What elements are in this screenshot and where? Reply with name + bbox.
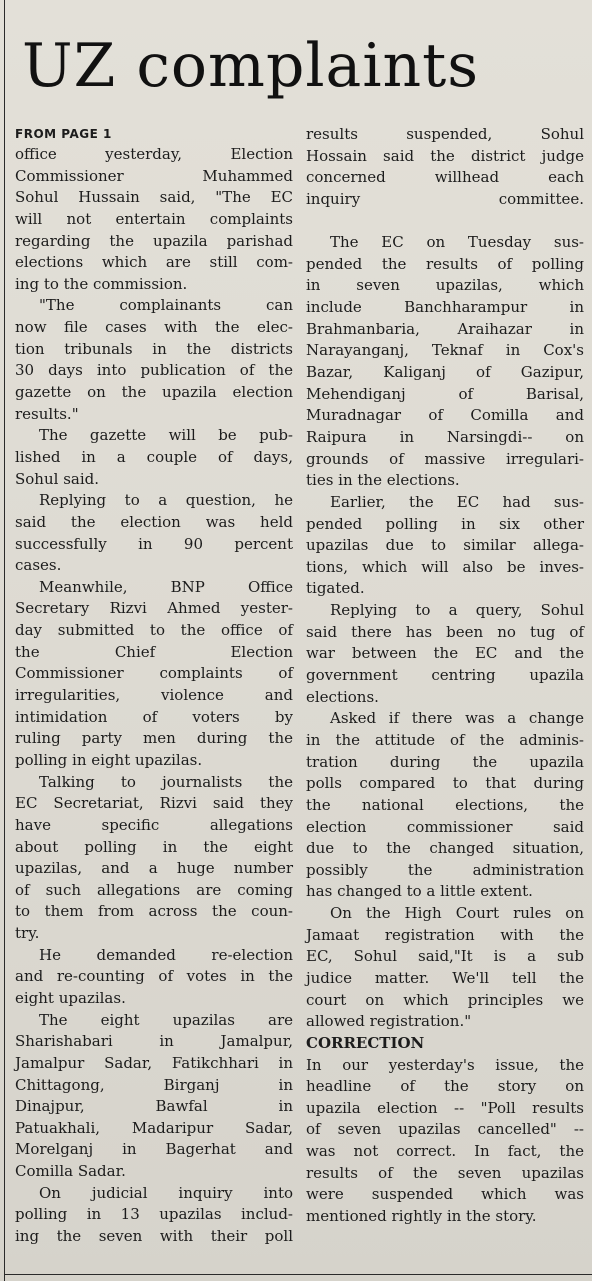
text-line: Comilla Sadar. bbox=[15, 1162, 126, 1181]
text-line: Replying to a question, he bbox=[39, 491, 293, 510]
text-line: the Chief Election bbox=[15, 642, 293, 661]
text-line: court on which principles we bbox=[306, 990, 584, 1009]
text-line: On the High Court rules on bbox=[330, 904, 584, 923]
text-line: headline of the story on bbox=[306, 1077, 584, 1096]
correction-subhead: CORRECTION bbox=[306, 1033, 425, 1052]
text-line: was not correct. In fact, the bbox=[306, 1142, 584, 1161]
text-line: The gazette will be pub- bbox=[39, 426, 293, 445]
text-line: government centring upazila bbox=[306, 666, 584, 685]
text-line: tigated. bbox=[306, 579, 365, 598]
text-line: now file cases with the elec- bbox=[15, 318, 293, 337]
text-line: intimidation of voters by bbox=[15, 707, 293, 726]
text-line: ing the seven with their poll bbox=[15, 1227, 293, 1246]
text-line: the national elections, the bbox=[306, 795, 584, 814]
text-line: "The complainants can bbox=[39, 296, 293, 315]
text-line: Jamaat registration with the bbox=[306, 925, 584, 944]
text-line bbox=[306, 211, 584, 233]
text-line: results suspended, Sohul bbox=[306, 125, 584, 143]
text-line: polling in eight upazilas. bbox=[15, 750, 203, 769]
bottom-rule bbox=[4, 1274, 592, 1275]
article-column-left bbox=[15, 124, 293, 1248]
text-line: upazila election -- "Poll results bbox=[306, 1098, 584, 1117]
text-line: Replying to a query, Sohul bbox=[330, 601, 584, 620]
text-line: successfully in 90 percent bbox=[15, 534, 293, 553]
text-line: possibly the administration bbox=[306, 860, 584, 879]
text-line: Brahmanbaria, Araihazar in bbox=[306, 319, 584, 338]
text-line: Bazar, Kaliganj of Gazipur, bbox=[306, 363, 584, 382]
text-line: judice matter. We'll tell the bbox=[306, 968, 584, 987]
text-line: in seven upazilas, which bbox=[306, 276, 584, 295]
text-line: He demanded re-election bbox=[39, 945, 293, 964]
text-line: ing to the commission. bbox=[15, 274, 188, 293]
text-line: try. bbox=[15, 924, 40, 943]
text-line: war between the EC and the bbox=[306, 644, 584, 663]
text-line: Dinajpur, Bawfal in bbox=[15, 1097, 293, 1116]
text-line: elections which are still com- bbox=[15, 253, 293, 272]
text-line: upazilas, and a huge number bbox=[15, 859, 293, 878]
text-line: will not entertain complaints bbox=[15, 209, 293, 228]
text-line: Sohul Hussain said, "The EC bbox=[15, 188, 293, 207]
text-line: On judicial inquiry into bbox=[39, 1183, 293, 1202]
headline: UZ complaints bbox=[22, 31, 480, 101]
text-line: said there has been no tug of bbox=[306, 622, 584, 641]
text-line: tration during the upazila bbox=[306, 752, 584, 771]
text-line: polling in 13 upazilas includ- bbox=[15, 1205, 293, 1224]
text-line: irregularities, violence and bbox=[15, 686, 293, 705]
text-line: Commissioner complaints of bbox=[15, 664, 293, 683]
text-line: mentioned rightly in the story. bbox=[306, 1207, 537, 1226]
text-line: office yesterday, Election bbox=[15, 145, 293, 163]
text-line: In our yesterday's issue, the bbox=[306, 1055, 584, 1074]
text-line: eight upazilas. bbox=[15, 988, 126, 1007]
text-line: said the election was held bbox=[15, 512, 293, 531]
text-line: Sharishabari in Jamalpur, bbox=[15, 1032, 293, 1051]
text-line: results." bbox=[15, 404, 79, 423]
text-line: of seven upazilas cancelled" -- bbox=[306, 1120, 584, 1139]
text-line: Hossain said the district judge bbox=[306, 146, 584, 165]
text-line: ties in the elections. bbox=[306, 471, 460, 490]
text-line: pended the results of polling bbox=[306, 254, 584, 273]
text-line: regarding the upazila parishad bbox=[15, 231, 293, 250]
text-line: ruling party men during the bbox=[15, 729, 293, 748]
text-line: Earlier, the EC had sus- bbox=[330, 492, 584, 511]
left-column-body bbox=[15, 144, 293, 1248]
text-line: include Banchharampur in bbox=[306, 298, 584, 317]
text-line: tion tribunals in the districts bbox=[15, 339, 293, 358]
text-line: about polling in the eight bbox=[15, 837, 293, 856]
text-line: election commissioner said bbox=[306, 817, 584, 836]
text-line: were suspended which was bbox=[306, 1185, 584, 1204]
text-line: in the attitude of the adminis- bbox=[306, 730, 584, 749]
text-line: due to the changed situation, bbox=[306, 839, 584, 858]
kicker: FROM PAGE 1 bbox=[15, 127, 112, 141]
text-line: day submitted to the office of bbox=[15, 621, 293, 640]
text-line: grounds of massive irregulari- bbox=[306, 449, 584, 468]
text-line: has changed to a little extent. bbox=[306, 882, 533, 901]
text-line: of such allegations are coming bbox=[15, 880, 293, 899]
text-line: polls compared to that during bbox=[306, 774, 584, 793]
text-line: Secretary Rizvi Ahmed yester- bbox=[15, 599, 293, 618]
text-line: Talking to journalists the bbox=[39, 772, 293, 791]
text-line: Mehendiganj of Barisal, bbox=[306, 384, 584, 403]
column-rule bbox=[4, 0, 5, 1281]
text-line: tions, which will also be inves- bbox=[306, 557, 584, 576]
text-line: results of the seven upazilas bbox=[306, 1163, 584, 1182]
text-line: The eight upazilas are bbox=[39, 1010, 293, 1029]
text-line: allowed registration." bbox=[306, 1012, 472, 1031]
text-line: elections. bbox=[306, 687, 379, 706]
text-line: to them from across the coun- bbox=[15, 902, 293, 921]
text-line: Chittagong, Birganj in bbox=[15, 1075, 293, 1094]
text-line: EC, Sohul said,"It is a sub bbox=[306, 947, 584, 966]
text-line: The EC on Tuesday sus- bbox=[330, 233, 584, 252]
text-line: Commissioner Muhammed bbox=[15, 166, 293, 185]
text-line: Sohul said. bbox=[15, 469, 100, 488]
text-line: lished in a couple of days, bbox=[15, 447, 293, 466]
text-line: EC Secretariat, Rizvi said they bbox=[15, 794, 293, 813]
text-line: Patuakhali, Madaripur Sadar, bbox=[15, 1118, 293, 1137]
text-line: concerned willhead each bbox=[306, 168, 584, 187]
text-line: pended polling in six other bbox=[306, 514, 584, 533]
text-line: cases. bbox=[15, 556, 62, 575]
right-column-body bbox=[306, 124, 584, 1228]
text-line: inquiry committee. bbox=[306, 189, 584, 208]
article-column-right bbox=[306, 124, 584, 1228]
text-line: Raipura in Narsingdi-- on bbox=[306, 427, 584, 446]
text-line: Asked if there was a change bbox=[330, 709, 584, 728]
text-line: gazette on the upazila election bbox=[15, 383, 293, 402]
text-line: Muradnagar of Comilla and bbox=[306, 406, 584, 425]
text-line: have specific allegations bbox=[15, 815, 293, 834]
text-line: Meanwhile, BNP Office bbox=[39, 577, 293, 596]
text-line: upazilas due to similar allega- bbox=[306, 536, 584, 555]
text-line: Narayanganj, Teknaf in Cox's bbox=[306, 341, 584, 360]
text-line: 30 days into publication of the bbox=[15, 361, 293, 380]
text-line: Morelganj in Bagerhat and bbox=[15, 1140, 293, 1159]
text-line: and re-counting of votes in the bbox=[15, 967, 293, 986]
text-line: Jamalpur Sadar, Fatikchhari in bbox=[15, 1053, 293, 1072]
